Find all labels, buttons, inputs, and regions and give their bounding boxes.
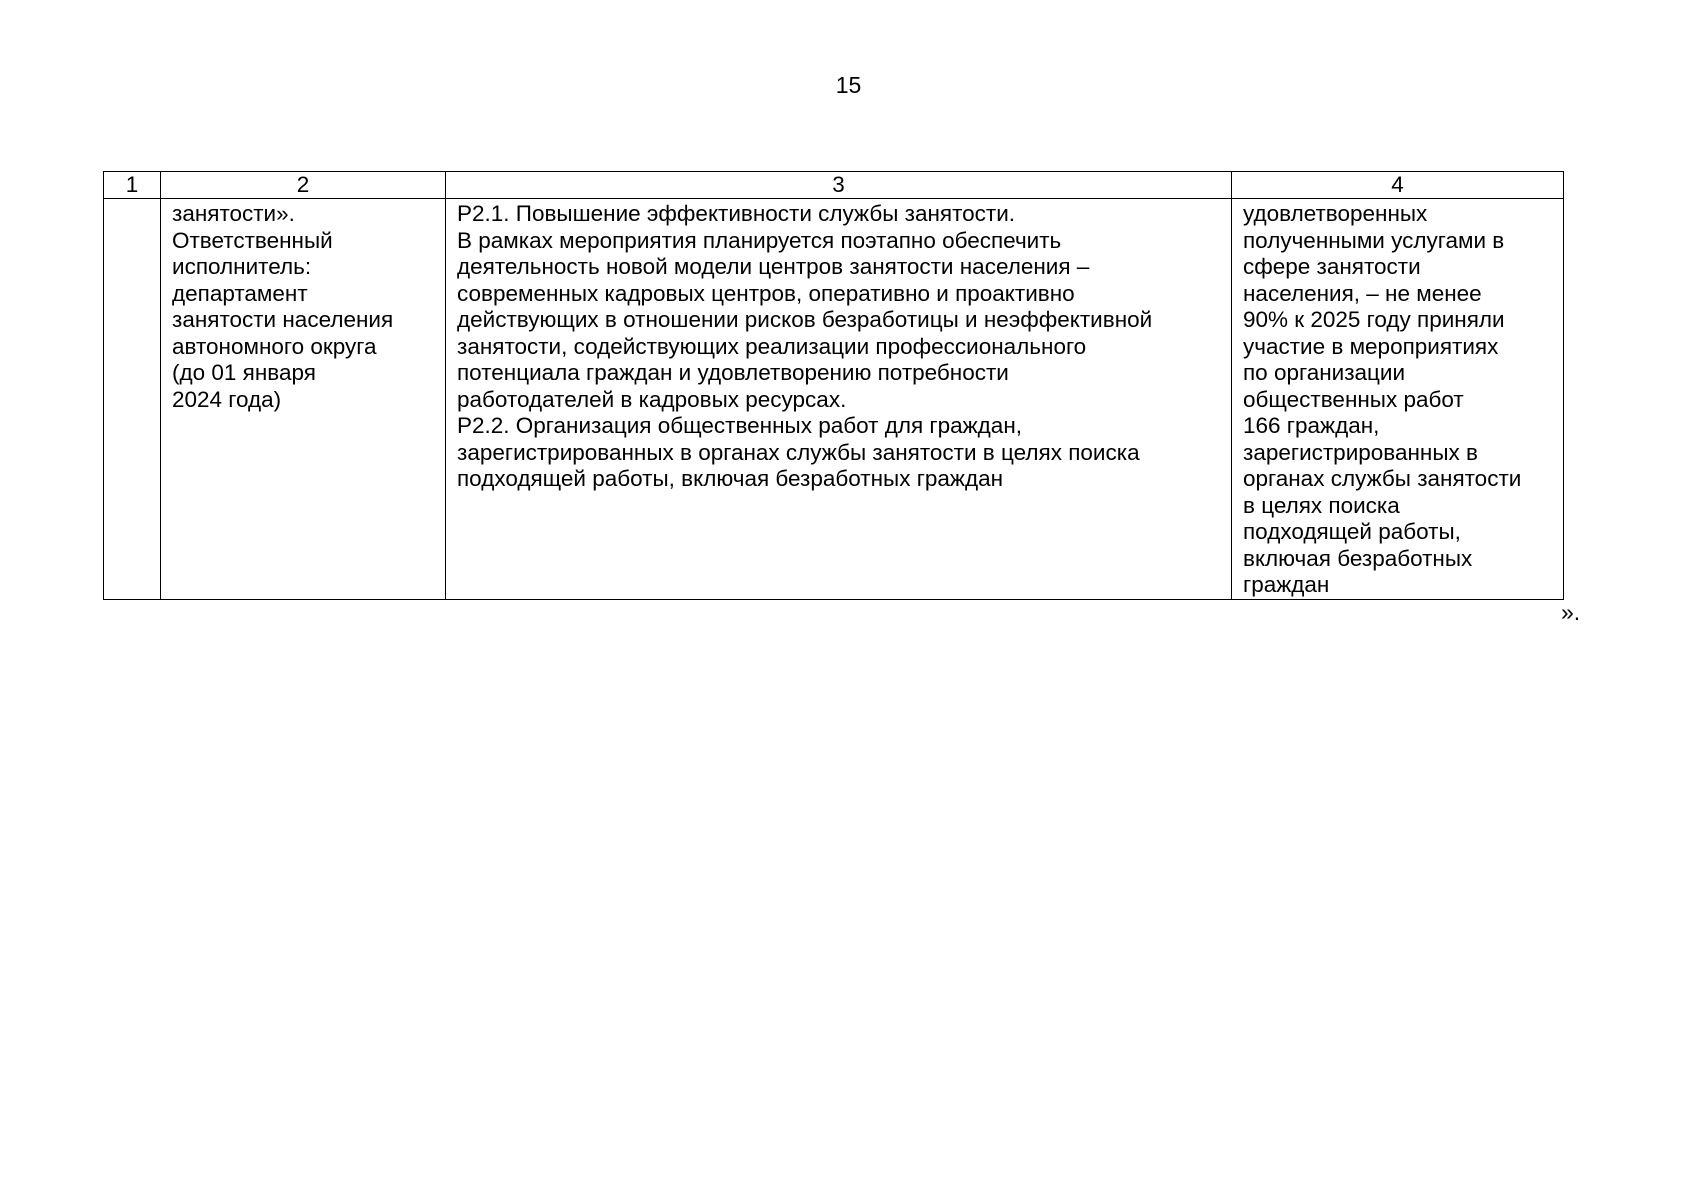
cell-text-line: Р2.1. Повышение эффективности службы занятости. — [457, 201, 1016, 226]
cell-col1 — [104, 199, 161, 600]
cell-indicators — [1232, 199, 1564, 600]
cell-text-line: населения, – не менее — [1243, 280, 1482, 306]
cell-text-line: деятельность новой модели центров занятости населения – — [457, 254, 1090, 279]
column-header-2: 2 — [161, 172, 446, 199]
cell-text-line: включая безработных — [1243, 545, 1473, 571]
cell-text-line: департамент — [172, 280, 308, 306]
column-header-1: 1 — [104, 172, 161, 199]
cell-text-line: 90% к 2025 году приняли — [1243, 307, 1505, 332]
cell-text-line: занятости». — [172, 201, 295, 226]
cell-text-line: подходящей работы, включая безработных граждан — [457, 466, 1004, 491]
cell-text-line: Ответственный — [172, 227, 333, 253]
content-table — [103, 171, 1564, 600]
cell-text-line: зарегистрированных в — [1243, 439, 1478, 465]
cell-text-line: 166 граждан, — [1243, 413, 1380, 438]
cell-text-line: сфере занятости — [1243, 254, 1421, 279]
cell-text-line: 2024 года) — [172, 386, 282, 412]
cell-text-line: занятости, содействующих реализации профессионального — [457, 333, 1087, 359]
cell-text-line: работодателей в кадровых ресурсах. — [457, 386, 847, 412]
table-row — [104, 199, 1564, 600]
page-number: 15 — [835, 72, 862, 98]
cell-text-line: в целях поиска — [1243, 492, 1400, 518]
column-header-3: 3 — [446, 172, 1232, 199]
cell-text-line: современных кадровых центров, оперативно и проактивно — [457, 280, 1075, 306]
cell-text-line: полученными услугами в — [1243, 227, 1505, 253]
closing-quote-mark: ». — [1561, 599, 1581, 625]
cell-text-line: по организации — [1243, 360, 1406, 385]
cell-text-line: зарегистрированных в органах службы занятости в целях поиска — [457, 439, 1140, 465]
cell-text-line: общественных работ — [1243, 386, 1464, 412]
table-header-row — [104, 172, 1564, 199]
cell-text-line: Р2.2. Организация общественных работ для граждан, — [457, 413, 1022, 438]
cell-text-line: органах службы занятости — [1243, 466, 1522, 491]
cell-text-line: исполнитель: — [172, 254, 312, 279]
cell-responsible-executor — [161, 199, 446, 600]
cell-text-line: автономного округа — [172, 333, 377, 359]
cell-text-line: удовлетворенных — [1243, 201, 1428, 226]
cell-measures-description — [446, 199, 1232, 600]
cell-text-line: В рамках мероприятия планируется поэтапно обеспечить — [457, 227, 1062, 253]
cell-text-line: (до 01 января — [172, 360, 316, 385]
cell-text-line: занятости населения — [172, 307, 394, 332]
cell-text-line: граждан — [1243, 572, 1330, 597]
cell-text-line: потенциала граждан и удовлетворению потребности — [457, 360, 1009, 385]
cell-text-line: подходящей работы, — [1243, 519, 1461, 544]
column-header-4: 4 — [1232, 172, 1564, 199]
cell-text-line: участие в мероприятиях — [1243, 333, 1499, 359]
cell-text-line: действующих в отношении рисков безработицы и неэффективной — [457, 307, 1153, 332]
